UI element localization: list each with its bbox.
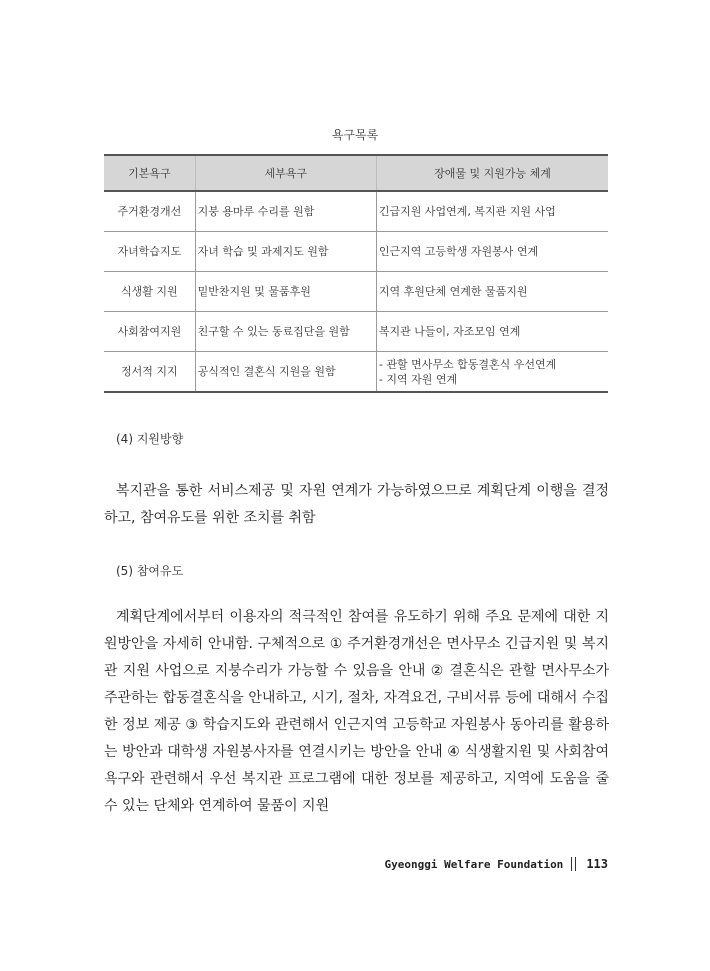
support-line: 복지관 나들이, 자조모임 연계 bbox=[378, 325, 521, 338]
cell-basic-need: 정서적 지지 bbox=[104, 352, 195, 393]
cell-support-system bbox=[376, 312, 608, 352]
support-line: - 관할 면사무소 합동결혼식 우선연계 bbox=[378, 357, 557, 371]
paragraph-support-direction: 복지관을 통한 서비스제공 및 자원 연계가 가능하였으므로 계획단계 이행을 결정하고, 참여유도를 위한 조치를 취함 bbox=[104, 483, 609, 526]
header-detail-needs: 세부욕구 bbox=[195, 155, 376, 191]
cell-support-system bbox=[376, 352, 608, 393]
table-row bbox=[104, 191, 608, 232]
cell-detail-need: 지붕 용마루 수리를 원함 bbox=[195, 191, 376, 232]
cell-basic-need: 사회참여지원 bbox=[104, 312, 195, 352]
section-heading-participation: (5) 참여유도 bbox=[116, 564, 184, 578]
cell-detail-need: 친구할 수 있는 동료집단을 원함 bbox=[195, 312, 376, 352]
table-row bbox=[104, 232, 608, 272]
table-row bbox=[104, 272, 608, 312]
header-basic-needs: 기본욕구 bbox=[104, 155, 195, 191]
cell-support-system bbox=[376, 272, 608, 312]
cell-basic-need: 식생활 지원 bbox=[104, 272, 195, 312]
page-number: 113 bbox=[586, 857, 608, 871]
support-line: 지역 후원단체 연계한 물품지원 bbox=[378, 285, 528, 298]
support-line: 긴급지원 사업연계, 복지관 지원 사업 bbox=[378, 205, 556, 218]
section-heading-support-direction: (4) 지원방향 bbox=[116, 432, 184, 446]
footer-divider bbox=[571, 857, 576, 871]
needs-table bbox=[104, 154, 608, 393]
table-caption: 욕구목록 bbox=[331, 128, 379, 142]
table-row bbox=[104, 312, 608, 352]
header-support-system: 장애물 및 지원가능 체계 bbox=[376, 155, 608, 191]
cell-support-system bbox=[376, 232, 608, 272]
paragraph-participation: 계획단계에서부터 이용자의 적극적인 참여를 유도하기 위해 주요 문제에 대한 지원방안을 자세히 안내함. 구체적으로 ① 주거환경개선은 면사무소 긴급지원 및 복지관 지원 사업으로 지붕수리가 가능할 수 있음을 안내 ② 결혼식은 관할 면사무소가 주관하는 합동결혼식을 안내하고, 시기, 절차, 자격요건, 구비서류 등에 대해서 수집한 정보 제공 ③ 학습지도와 관련해서 인근지역 고등학교 자원봉사 동아리를 활용하는 방안과 대학생 자원봉사자를 연결시키는 방안을 안내 ④ 식생활지원 및 사회참여 욕구와 관련해서 우선 복지관 프로그램에 대한 정보를 제공하고, 지역에 도움을 줄 수 있는 단체와 연계하여 물품이 지원 bbox=[104, 609, 609, 814]
cell-detail-need: 밑반찬지원 및 물품후원 bbox=[195, 272, 376, 312]
cell-support-system bbox=[376, 191, 608, 232]
table-header-row bbox=[104, 155, 608, 191]
table-row bbox=[104, 352, 608, 393]
cell-basic-need: 자녀학습지도 bbox=[104, 232, 195, 272]
support-line: - 지역 자원 연계 bbox=[378, 372, 458, 386]
footer-publisher: Gyeonggi Welfare Foundation bbox=[384, 857, 564, 871]
support-line: 인근지역 고등학생 자원봉사 연계 bbox=[378, 245, 539, 258]
cell-detail-need: 공식적인 결혼식 지원을 원함 bbox=[195, 352, 376, 393]
cell-basic-need: 주거환경개선 bbox=[104, 191, 195, 232]
cell-detail-need: 자녀 학습 및 과제지도 원함 bbox=[195, 232, 376, 272]
page-footer bbox=[385, 857, 609, 871]
